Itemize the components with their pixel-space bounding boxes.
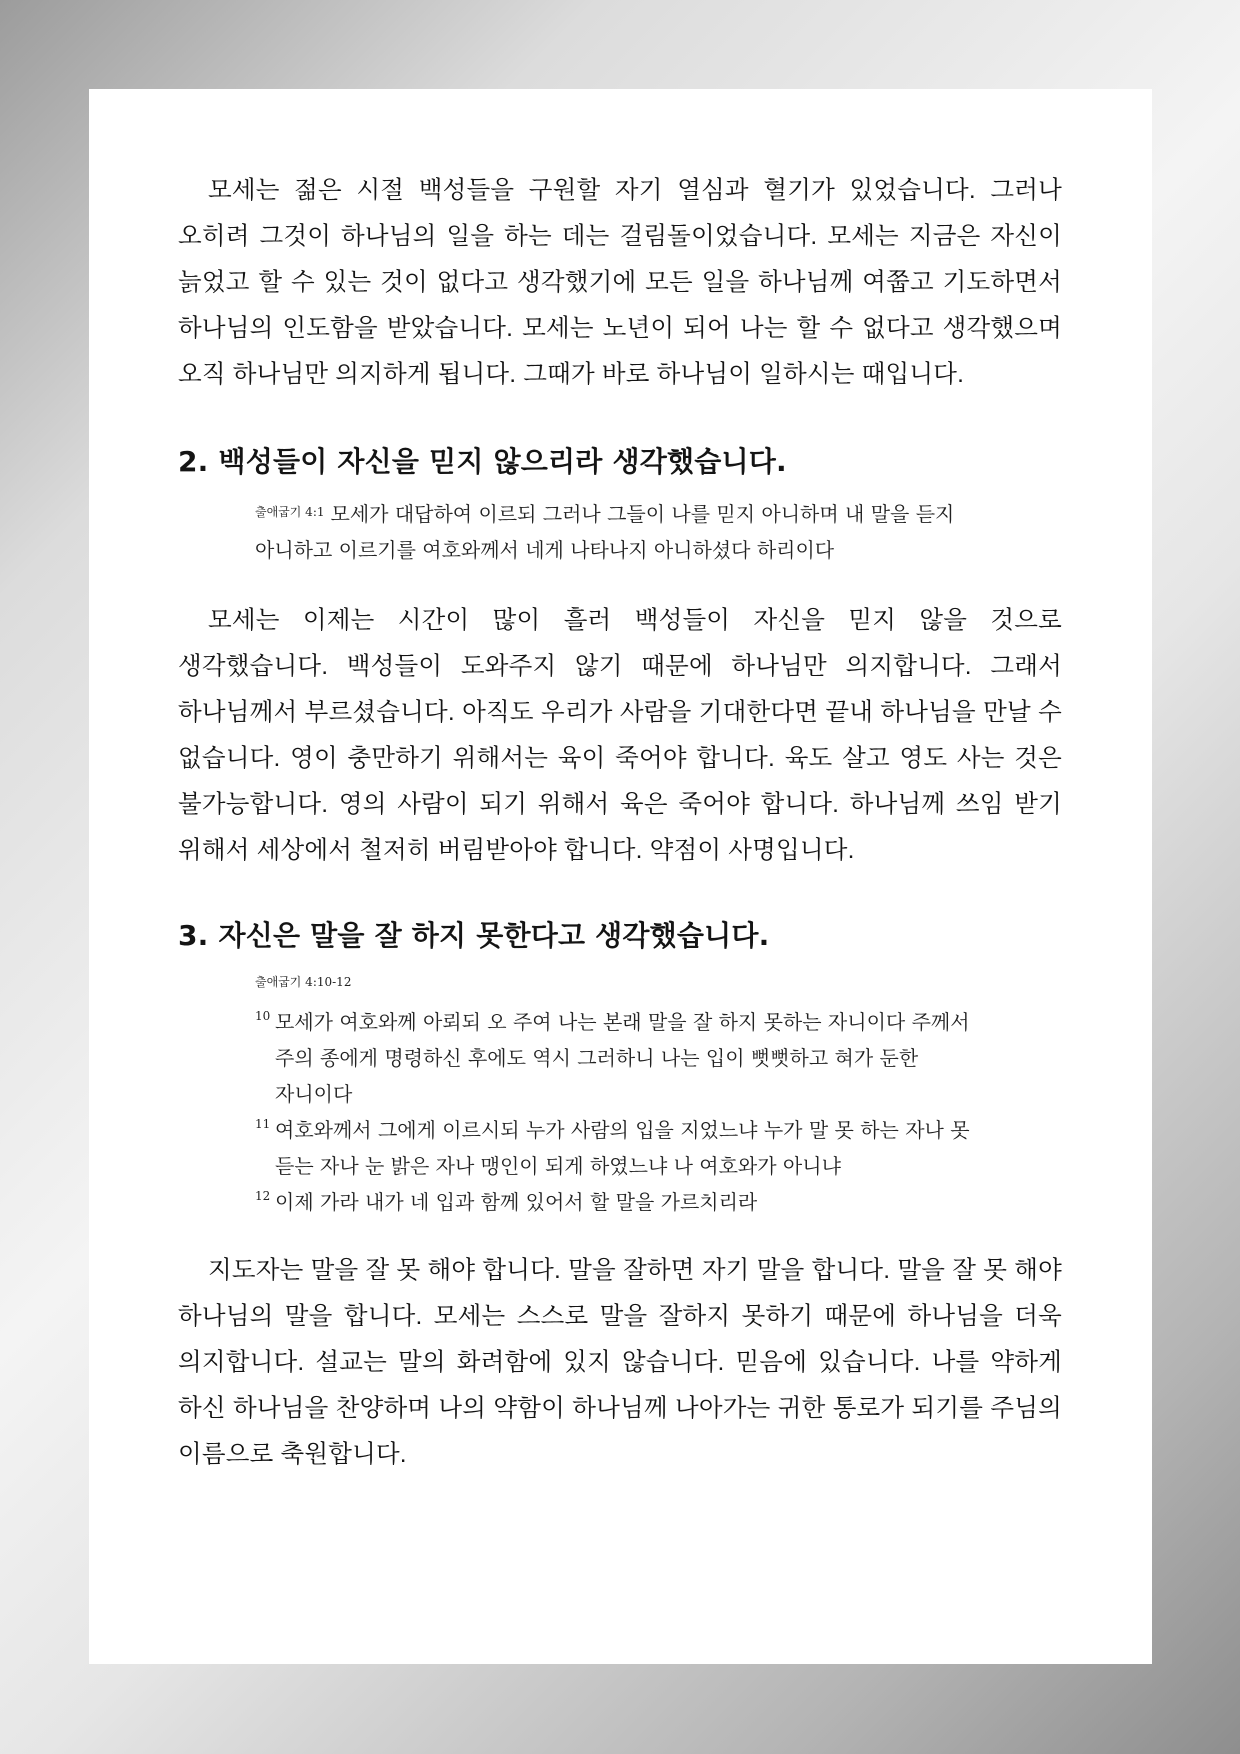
section-3-heading: 3. 자신은 말을 잘 하지 못한다고 생각했습니다. (178, 919, 770, 952)
verse-text: 모세가 여호와께 아뢰되 오 주여 나는 본래 말을 잘 하지 못하는 자니이다 주께서 주의 종에게 명령하신 후에도 역시 그러하니 나는 입이 뻣뻣하고 혀가 둔한 자니이다 (275, 1010, 970, 1106)
body-paragraph-1: 모세는 젊은 시절 백성들을 구원할 자기 열심과 혈기가 있었습니다. 그러나 오히려 그것이 하나님의 일을 하는 데는 걸림돌이었습니다. 모세는 지금은 자신이 늙었고 할 수 있는 것이 없다고 생각했기에 모든 일을 하나님께 여쭙고 기도하면서 하나님의 인도함을 받았습니다. 모세는 노년이 되어 나는 할 수 없다고 생각했으며 오직 하나님만 의지하게 됩니다. 그때가 바로 하나님이 일하시는 때입니다. (178, 177, 1062, 388)
scripture-reference: 출애굽기 4:10-12 (255, 975, 352, 989)
scripture-verse (255, 1004, 990, 1112)
scripture-verse (255, 1184, 990, 1220)
verse-number: 10 (255, 1009, 271, 1023)
document-page (89, 89, 1152, 1664)
verse-text: 이제 가라 내가 네 입과 함께 있어서 할 말을 가르치리라 (275, 1190, 758, 1214)
section-2-heading: 2. 백성들이 자신을 믿지 않으리라 생각했습니다. (178, 445, 787, 478)
body-paragraph-2: 모세는 이제는 시간이 많이 흘러 백성들이 자신을 믿지 않을 것으로 생각했습니다. 백성들이 도와주지 않기 때문에 하나님만 의지합니다. 그래서 하나님께서 부르셨습니다. 아직도 우리가 사람을 기대한다면 끝내 하나님을 만날 수 없습니다. 영이 충만하기 위해서는 육이 죽어야 합니다. 육도 살고 영도 사는 것은 불가능합니다. 영의 사람이 되기 위해서 육은 죽어야 합니다. 하나님께 쓰임 받기 위해서 세상에서 철저히 버림받아야 합니다. 약점이 사명입니다. (178, 607, 1062, 864)
body-paragraph-3: 지도자는 말을 잘 못 해야 합니다. 말을 잘하면 자기 말을 합니다. 말을 잘 못 해야 하나님의 말을 합니다. 모세는 스스로 말을 잘하지 못하기 때문에 하나님을 더욱 의지합니다. 설교는 말의 화려함에 있지 않습니다. 믿음에 있습니다. 나를 약하게 하신 하나님을 찬양하며 나의 약함이 하나님께 나아가는 귀한 통로가 되기를 주님의 이름으로 축원합니다. (178, 1257, 1062, 1468)
verse-number: 11 (255, 1117, 271, 1131)
verse-number: 12 (255, 1189, 271, 1203)
scripture-verse (255, 1112, 990, 1184)
verse-text: 여호와께서 그에게 이르시되 누가 사람의 입을 지었느냐 누가 말 못 하는 자나 못 듣는 자나 눈 밝은 자나 맹인이 되게 하였느냐 나 여호와가 아니냐 (275, 1118, 970, 1178)
page-content (178, 168, 1062, 1478)
scripture-reference: 출애굽기 4:1 (255, 505, 325, 519)
scripture-text: 모세가 대답하여 이르되 그러나 그들이 나를 믿지 아니하며 내 말을 듣지 아니하고 이르기를 여호와께서 네게 나타나지 아니하셨다 하리이다 (255, 502, 955, 562)
scripture-quote-exodus-4-10-12 (255, 972, 990, 1220)
scripture-quote-exodus-4-1 (255, 494, 990, 568)
